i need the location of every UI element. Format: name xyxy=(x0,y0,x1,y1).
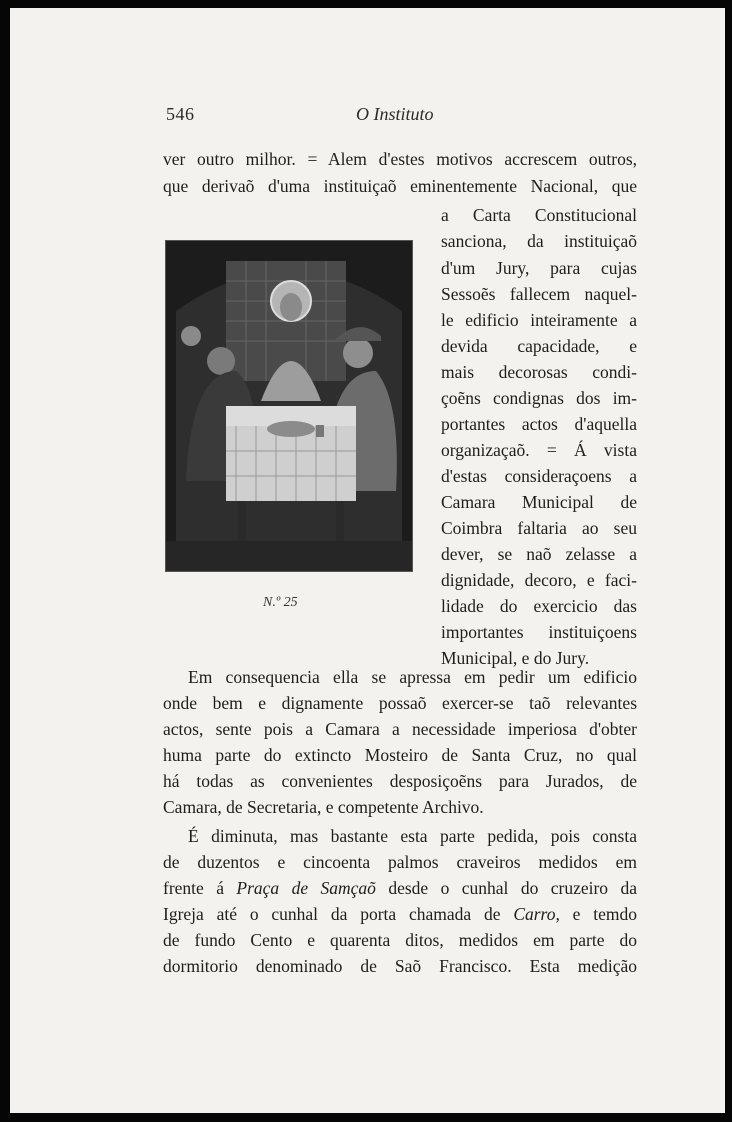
text-line: dever, se naõ zelasse a xyxy=(441,544,637,564)
text-line: actos, sente pois a Camara a necessidade imperiosa d'obter xyxy=(163,719,637,739)
engraving-figure xyxy=(165,240,413,572)
text-line: de fundo Cento e quarenta ditos, medidos em parte do xyxy=(163,930,637,950)
text-line: devida capacidade, e xyxy=(441,336,637,356)
engraving-illustration xyxy=(166,241,412,571)
text-run: desde o cunhal do cruzeiro da xyxy=(375,878,637,898)
text-line: sanciona, da instituiçaõ xyxy=(441,231,637,251)
text-line: Coimbra faltaria ao seu xyxy=(441,518,637,538)
text-line: Em consequencia ella se apressa em pedir um edificio xyxy=(188,667,637,687)
text-line: há todas as convenientes desposiçoẽns para Jurados, de xyxy=(163,771,637,791)
text-line xyxy=(163,901,637,927)
text-run: frente á xyxy=(163,878,237,898)
running-title: O Instituto xyxy=(356,104,434,124)
text-line: organizaçaõ. = Á vista xyxy=(441,440,637,460)
text-line: çoẽns condignas dos im- xyxy=(441,388,637,408)
text-line: dignidade, decoro, e faci- xyxy=(441,570,637,590)
page-header xyxy=(166,104,636,128)
text-line: lidade do exercicio das xyxy=(441,596,637,616)
text-line: Camara, de Secretaria, e competente Archivo. xyxy=(163,797,484,817)
text-line: importantes instituiçoens xyxy=(441,622,637,642)
place-name: Praça de Samçaõ xyxy=(236,878,376,898)
text-line xyxy=(163,875,637,901)
text-line: Camara Municipal de xyxy=(441,492,637,512)
text-line: que derivaõ d'uma instituiçaõ eminentemente Nacional, que xyxy=(163,176,637,196)
text-line: a Carta Constitucional xyxy=(441,205,637,225)
text-line: onde bem e dignamente possaõ exercer-se taõ relevantes xyxy=(163,693,637,713)
text-line: d'um Jury, para cujas xyxy=(441,258,637,278)
text-line: d'estas consideraçoens a xyxy=(441,466,637,486)
text-run: Igreja até o cunhal da porta chamada de xyxy=(163,904,514,924)
text-line: É diminuta, mas bastante esta parte pedida, pois consta xyxy=(188,826,637,846)
text-line: huma parte do extincto Mosteiro de Santa Cruz, no qual xyxy=(163,745,637,765)
text-line: le edificio inteiramente a xyxy=(441,310,637,330)
text-line: Sessoẽs fallecem naquel- xyxy=(441,284,637,304)
figure-caption: N.º 25 xyxy=(263,595,298,610)
text-line: Municipal, e do Jury. xyxy=(441,648,590,668)
text-line: portantes actos d'aquella xyxy=(441,414,637,434)
page-number: 546 xyxy=(166,104,195,124)
text-run: e temdo xyxy=(559,904,637,924)
gate-name: Carro, xyxy=(513,904,560,924)
text-line: dormitorio denominado de Saõ Francisco. Esta medição xyxy=(163,956,637,976)
text-line: mais decorosas condi- xyxy=(441,362,637,382)
text-line: de duzentos e cincoenta palmos craveiros medidos em xyxy=(163,852,637,872)
text-line: ver outro milhor. = Alem d'estes motivos accrescem outros, xyxy=(163,149,637,169)
